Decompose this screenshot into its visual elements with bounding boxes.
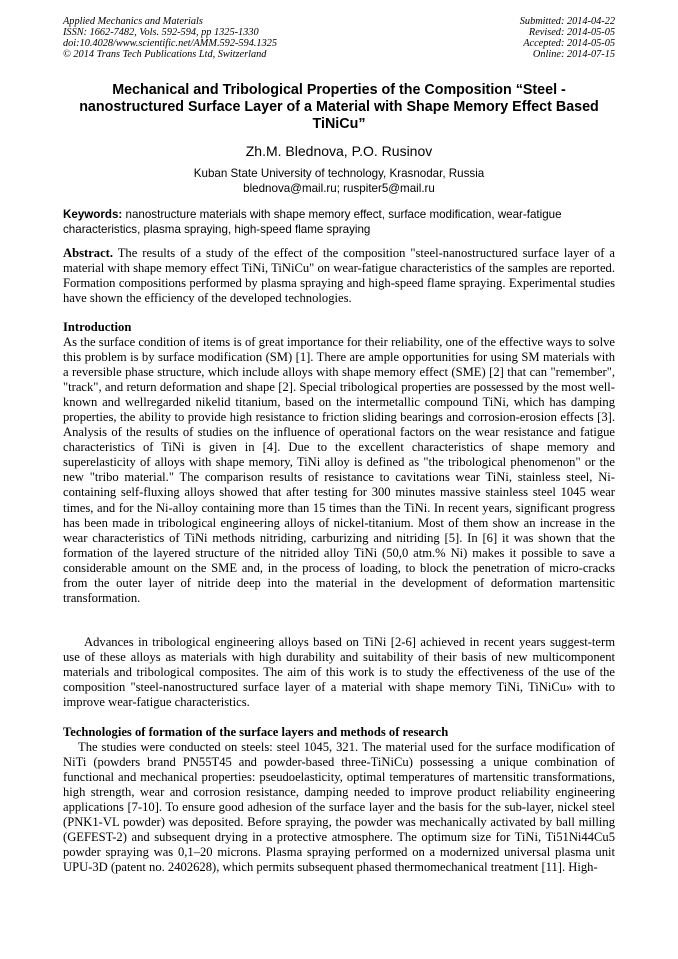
introduction-paragraph-1: As the surface condition of items is of great importance for their reliability, one of the effective ways to solve this problem is by surface modification (SM) [1]. There are ample opportunities for using SM materials with a reversible phase structure, which include alloys with shape memory effect (SME) [2] that can "remember", "track", and return deformation and shape [2]. Special tribological properties are possessed by the most well-known and wellregarded nikelid titanium, based on the intermetallic compound TiNi, which has damping properties, the ability to provide high resistance to friction sliding bearings and corrosion-erosion effects [3]. Analysis of the results of studies on the influence of operational factors on the wear resistance and fatigue characteristics of TiNi is given in [4]. Due to the excellent characteristics of shape memory and superelasticity of alloys with shape memory, TiNi alloy is defined as "the tribological phenomenon" or the new "tribo material." The comparison results of resistance to cavitations wear TiNi, stainless steel, Ni-containing self-fluxing alloys showed that after testing for 300 minutes massive stainless steel 1045 wear times, and for the Ni-alloy containing more than 15 times than the TiNi. In recent years, significant progress has been made in tribological engineering alloys of nickel-titanium. Most of them show an increase in the wear characteristics of TiNi methods nitriding, carburizing and nitriding [5]. In [6] it was shown that the formation of the layered structure of the nitrided alloy TiNi (50,0 atm.% Ni) makes it possible to save a considerable amount on the SME and, in the process of loading, to block the penetration of micro-cracks from the outer layer of nitride deep into the material in the development of deformation martensitic transformation. [63, 335, 615, 605]
introduction-paragraph-2: Advances in tribological engineering alloys based on TiNi [2-6] achieved in recent years suggest-term use of these alloys as materials with high durability and suitability of their basis of new multicomponent materials and tribological composites. The aim of this work is to study the effectiveness of the use of the composition "steel-nanostructured surface layer of a material with shape memory TiNi, TiNiCu» with to improve wear-fatigue characteristics. [63, 635, 615, 710]
affiliation: Kuban State University of technology, Krasnodar, Russia [193, 167, 485, 180]
technologies-paragraph-1: The studies were conducted on steels: steel 1045, 321. The material used for the surface modification of NiTi (powders brand PN55T45 and powder-based three-TiNiCu) possessing a unique combination of functional and mechanical properties: pseudoelasticity, optimal temperatures of martensitic transformations, high strength, wear and corrosion resistance, damping needed to improve product reliability engineering applications [7-10]. To ensure good adhesion of the surface layer and the basis for the sub-layer, nickel steel (PNK1-VL powder) was deposited. Before spraying, the powder was mechanically activated by ball milling (GEFEST-2) and subsequent drying in a protective atmosphere. The optimum size for TiNi, Ti51Ni44Cu5 powder spraying was 0,1–20 microns. Plasma spraying performed on a modernized universal plasma unit UPU-3D (patent no. 2402628), which permits subsequent phased thermomechanical treatment [11]. High- [63, 740, 615, 875]
keywords-label: Keywords: [63, 208, 123, 221]
journal-name: Applied Mechanics and Materials [63, 16, 203, 27]
paper-title: Mechanical and Tribological Properties of the Composition “Steel - nanostructured Surface Layer of a Material with Shape Memory Effect Based TiNiCu” [79, 82, 599, 132]
keywords [63, 207, 615, 237]
section-heading-technologies: Technologies of formation of the surface layers and methods of research [63, 725, 449, 739]
journal-issn: ISSN: 1662-7482, Vols. 592-594, pp 1325-1330 [63, 27, 259, 38]
abstract-label: Abstract. [63, 246, 114, 260]
journal-doi: doi:10.4028/www.scientific.net/AMM.592-594.1325 [63, 38, 278, 49]
date-accepted: Accepted: 2014-05-05 [523, 38, 615, 49]
section-heading-introduction: Introduction [63, 320, 132, 334]
date-revised: Revised: 2014-05-05 [528, 27, 615, 38]
journal-copyright: © 2014 Trans Tech Publications Ltd, Switzerland [63, 49, 267, 60]
journal-info [63, 16, 277, 60]
date-online: Online: 2014-07-15 [532, 49, 615, 60]
date-submitted: Submitted: 2014-04-22 [519, 16, 615, 27]
abstract [63, 246, 615, 306]
keywords-text: nanostructure materials with shape memory effect, surface modification, wear-fatigue characteristics, plasma spraying, high-speed flame spraying [63, 208, 562, 236]
author-emails: blednova@mail.ru; ruspiter5@mail.ru [243, 182, 435, 195]
submission-dates [520, 16, 615, 60]
author-affiliation-block [63, 166, 615, 196]
paper-authors: Zh.M. Blednova, P.O. Rusinov [245, 143, 433, 159]
abstract-text: The results of a study of the effect of the composition "steel-nanostructured surface layer of a material with shape memory effect TiNi, TiNiCu" on wear-fatigue characteristics of the samples are reported. Formation compositions performed by plasma spraying and high-speed flame spraying. Experimental studies have shown the efficiency of the developed technologies. [63, 246, 616, 306]
